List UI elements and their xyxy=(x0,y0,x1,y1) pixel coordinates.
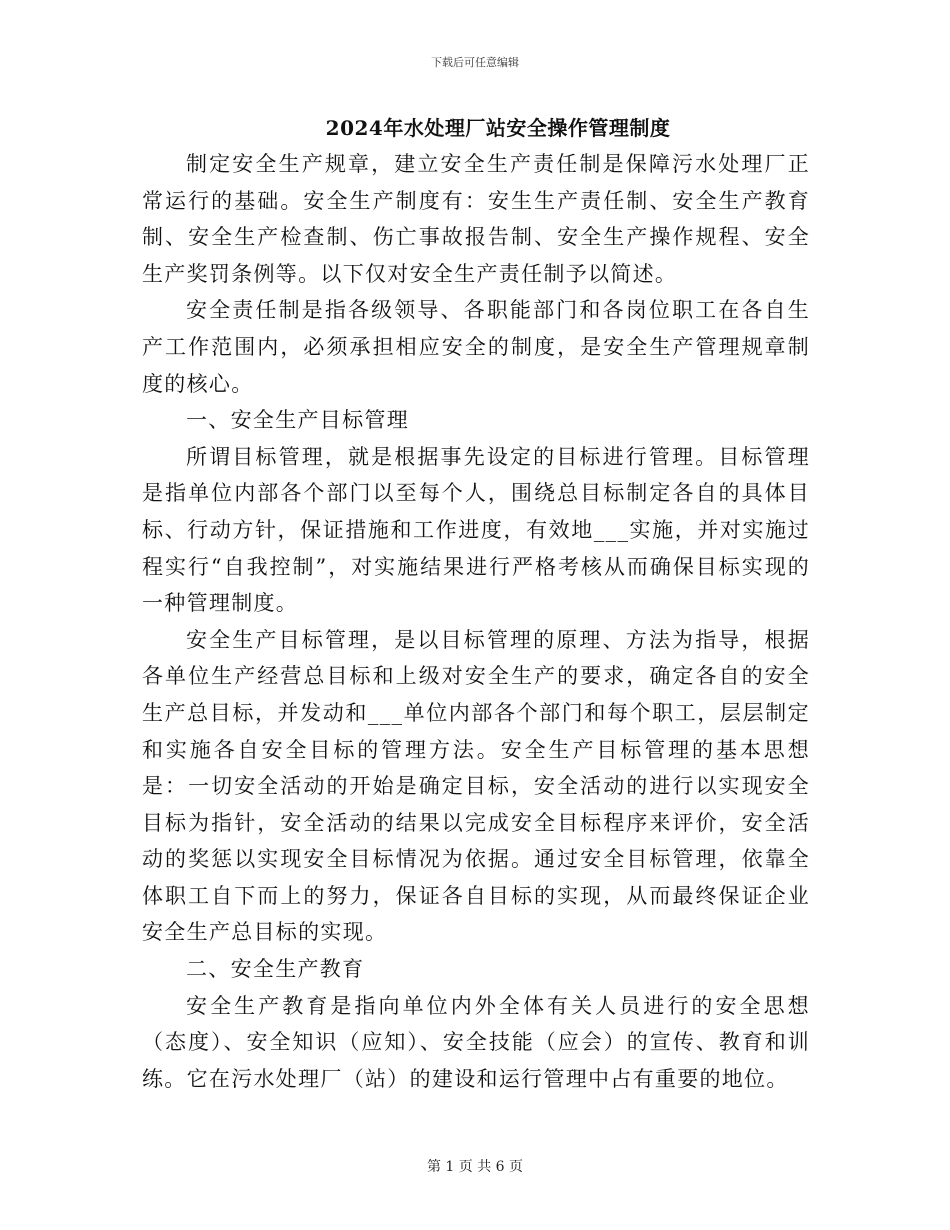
paragraph-intro: 制定安全生产规章，建立安全生产责任制是保障污水处理厂正常运行的基础。安全生产制度有：安生生产责任制、安全生产教育制、安全生产检查制、伤亡事故报告制、安全生产操作规程、安全生产奖罚条例等。以下仅对安全生产责任制予以简述。 xyxy=(142,152,810,286)
paragraph-responsibility: 安全责任制是指各级领导、各职能部门和各岗位职工在各自生产工作范围内，必须承担相应安全的制度，是安全生产管理规章制度的核心。 xyxy=(142,298,810,396)
header-note: 下载后可任意编辑 xyxy=(431,56,519,69)
page-number-footer: 第 1 页 共 6 页 xyxy=(426,1159,524,1175)
section-heading-safety-education: 二、安全生产教育 xyxy=(186,957,365,982)
paragraph-target-definition: 所谓目标管理，就是根据事先设定的目标进行管理。目标管理是指单位内部各个部门以至每个人，围绕总目标制定各自的具体目标、行动方针，保证措施和工作进度，有效地___实施，并对实施过程实行“自我控制”，对实施结果进行严格考核从而确保目标实现的一种管理制度。 xyxy=(142,444,810,616)
document-title: 2024年水处理厂站安全操作管理制度 xyxy=(325,116,671,140)
document-body xyxy=(142,146,810,1097)
section-heading-target-management: 一、安全生产目标管理 xyxy=(186,408,409,433)
paragraph-safety-education: 安全生产教育是指向单位内外全体有关人员进行的安全思想（态度）、安全知识（应知）、安全技能（应会）的宣传、教育和训练。它在污水处理厂（站）的建设和运行管理中占有重要的地位。 xyxy=(142,993,810,1091)
paragraph-safety-target-management: 安全生产目标管理，是以目标管理的原理、方法为指导，根据各单位生产经营总目标和上级对安全生产的要求，确定各自的安全生产总目标，并发动和___单位内部各个部门和每个职工，层层制定和实施各自安全目标的管理方法。安全生产目标管理的基本思想是：一切安全活动的开始是确定目标，安全活动的进行以实现安全目标为指针，安全活动的结果以完成安全目标程序来评价，安全活动的奖惩以实现安全目标情况为依据。通过安全目标管理，依靠全体职工自下而上的努力，保证各自目标的实现，从而最终保证企业安全生产总目标的实现。 xyxy=(142,627,810,945)
